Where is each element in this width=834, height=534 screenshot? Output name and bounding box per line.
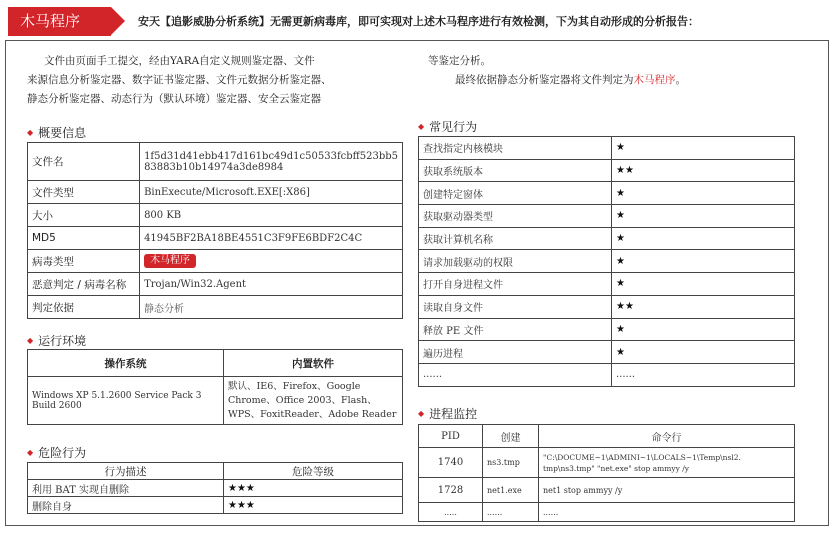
env-col-os: 操作系统 [28, 350, 224, 377]
common-desc: 获取计算机名称 [419, 227, 612, 250]
table-row [28, 227, 403, 250]
intro-line-2: 来源信息分析鉴定器、数字证书鉴定器、文件元数据分析鉴定器、 [27, 74, 332, 86]
process-cmd: ...... [539, 503, 795, 522]
table-row [28, 181, 403, 204]
table-row [28, 350, 403, 377]
diamond-icon: ◆ [418, 122, 425, 131]
table-row [419, 159, 795, 182]
table-row [28, 497, 403, 514]
software-line-3: WPS、FoxitReader、Adobe Reader [228, 408, 397, 420]
software-line-2: Chrome、Office 2003、Flash、 [228, 394, 377, 406]
common-level: ★★ [612, 159, 795, 182]
process-title-text: 进程监控 [429, 407, 478, 421]
process-cmd [539, 448, 795, 478]
filename-line-1: 1f5d31d41ebb417d161bc49d1c50533fcbff523bb5 [144, 150, 398, 162]
process-col-pid: PID [419, 425, 483, 448]
process-col-create: 创建 [483, 425, 539, 448]
process-pid: 1740 [419, 448, 483, 478]
common-level: ★ [612, 250, 795, 273]
section-title-danger [27, 444, 86, 461]
common-level: ★ [612, 137, 795, 160]
table-row [28, 204, 403, 227]
diamond-icon: ◆ [27, 128, 34, 137]
common-desc: 释放 PE 文件 [419, 318, 612, 341]
table-row [419, 448, 795, 478]
overview-label-md5: MD5 [28, 227, 140, 250]
process-pid: 1728 [419, 478, 483, 503]
section-title-common [418, 118, 477, 135]
intro-verdict [455, 71, 686, 90]
diamond-icon: ◆ [418, 409, 425, 418]
section-title-overview [27, 124, 86, 141]
danger-col-level: 危险等级 [224, 463, 403, 480]
common-desc: 创建特定窗体 [419, 182, 612, 205]
env-title-text: 运行环境 [38, 334, 87, 348]
process-pid: ..... [419, 503, 483, 522]
intro-line-1: 文件由页面手工提交，经由YARA自定义规则鉴定器、文件 [44, 55, 315, 67]
table-row [419, 227, 795, 250]
common-level: ...... [612, 363, 795, 386]
process-create: ns3.tmp [483, 448, 539, 478]
common-desc: 获取系统版本 [419, 159, 612, 182]
table-row [419, 363, 795, 386]
diamond-icon: ◆ [27, 448, 34, 457]
common-desc: 查找指定内核模块 [419, 137, 612, 160]
env-os-value: Windows XP 5.1.2600 Service Pack 3 Build 2600 [28, 377, 224, 425]
headline: 安天【追影威胁分析系统】无需更新病毒库，即可实现对上述木马程序进行有效检测，下为其自动形成的分析报告： [138, 15, 699, 28]
common-desc: 获取驱动器类型 [419, 205, 612, 228]
overview-value-virustype [140, 250, 403, 273]
table-row [419, 205, 795, 228]
table-row [419, 273, 795, 296]
section-tag: 木马程序 [8, 7, 111, 36]
table-row [28, 273, 403, 296]
danger-level: ★★★ [224, 480, 403, 497]
common-level: ★★ [612, 295, 795, 318]
danger-title-text: 危险行为 [38, 446, 87, 460]
virus-type-badge: 木马程序 [144, 254, 196, 268]
table-row [28, 463, 403, 480]
common-desc: 打开自身进程文件 [419, 273, 612, 296]
table-row [419, 503, 795, 522]
overview-value-verdict: Trojan/Win32.Agent [140, 273, 403, 296]
table-row [419, 137, 795, 160]
table-row [419, 318, 795, 341]
env-software-value [224, 377, 403, 425]
overview-value-basis: 静态分析 [140, 296, 403, 319]
common-desc: 遍历进程 [419, 341, 612, 364]
intro-verdict-suffix: 。 [675, 74, 686, 86]
overview-title-text: 概要信息 [38, 126, 87, 140]
danger-col-desc: 行为描述 [28, 463, 224, 480]
process-cmd-line-2: tmp\ns3.tmp" "net.exe" stop ammyy /y [543, 463, 689, 473]
diamond-icon: ◆ [27, 336, 34, 345]
overview-label-size: 大小 [28, 204, 140, 227]
overview-value-md5: 41945BF2BA18BE4551C3F9FE6BDF2C4C [140, 227, 403, 250]
table-row [28, 377, 403, 425]
process-col-cmd: 命令行 [539, 425, 795, 448]
overview-value-filename [140, 143, 403, 181]
overview-label-filetype: 文件类型 [28, 181, 140, 204]
danger-desc: 删除自身 [28, 497, 224, 514]
process-cmd-line-1: "C:\DOCUME~1\ADMINI~1\LOCALS~1\Temp\nsl2. [543, 452, 741, 462]
common-desc: 读取自身文件 [419, 295, 612, 318]
common-level: ★ [612, 227, 795, 250]
overview-label-verdict: 恶意判定 / 病毒名称 [28, 273, 140, 296]
process-create: ...... [483, 503, 539, 522]
table-row [419, 341, 795, 364]
table-row [419, 478, 795, 503]
intro-verdict-highlight: 木马程序 [633, 74, 676, 86]
overview-table [27, 142, 403, 319]
overview-label-virustype: 病毒类型 [28, 250, 140, 273]
table-row [28, 480, 403, 497]
overview-value-size: 800 KB [140, 204, 403, 227]
table-row [28, 296, 403, 319]
env-col-software: 内置软件 [224, 350, 403, 377]
process-create: net1.exe [483, 478, 539, 503]
intro-line-4: 等鉴定分析。 [428, 55, 491, 67]
common-level: ★ [612, 341, 795, 364]
common-level: ★ [612, 273, 795, 296]
common-level: ★ [612, 205, 795, 228]
common-title-text: 常见行为 [429, 120, 478, 134]
overview-value-filetype: BinExecute/Microsoft.EXE[:X86] [140, 181, 403, 204]
env-table [27, 349, 403, 425]
common-desc: ...... [419, 363, 612, 386]
table-row [419, 295, 795, 318]
danger-table [27, 462, 403, 514]
software-line-1: 默认、IE6、Firefox、Google [228, 380, 361, 392]
overview-label-filename: 文件名 [28, 143, 140, 181]
common-level: ★ [612, 182, 795, 205]
danger-desc: 利用 BAT 实现自删除 [28, 480, 224, 497]
process-table [418, 424, 795, 522]
overview-label-basis: 判定依据 [28, 296, 140, 319]
common-level: ★ [612, 318, 795, 341]
common-desc: 请求加载驱动的权限 [419, 250, 612, 273]
danger-level: ★★★ [224, 497, 403, 514]
filename-line-2: 83883b10b14974a3de8984 [144, 161, 284, 173]
table-row [419, 250, 795, 273]
process-cmd: net1 stop ammyy /y [539, 478, 795, 503]
table-row [419, 425, 795, 448]
section-title-process [418, 405, 477, 422]
table-row [28, 250, 403, 273]
table-row [28, 143, 403, 181]
section-title-env [27, 332, 86, 349]
table-row [419, 182, 795, 205]
intro-line-3: 静态分析鉴定器、动态行为（默认环境）鉴定器、安全云鉴定器 [27, 93, 321, 105]
common-table [418, 136, 795, 387]
intro-verdict-prefix: 最终依据静态分析鉴定器将文件判定为 [455, 74, 634, 86]
